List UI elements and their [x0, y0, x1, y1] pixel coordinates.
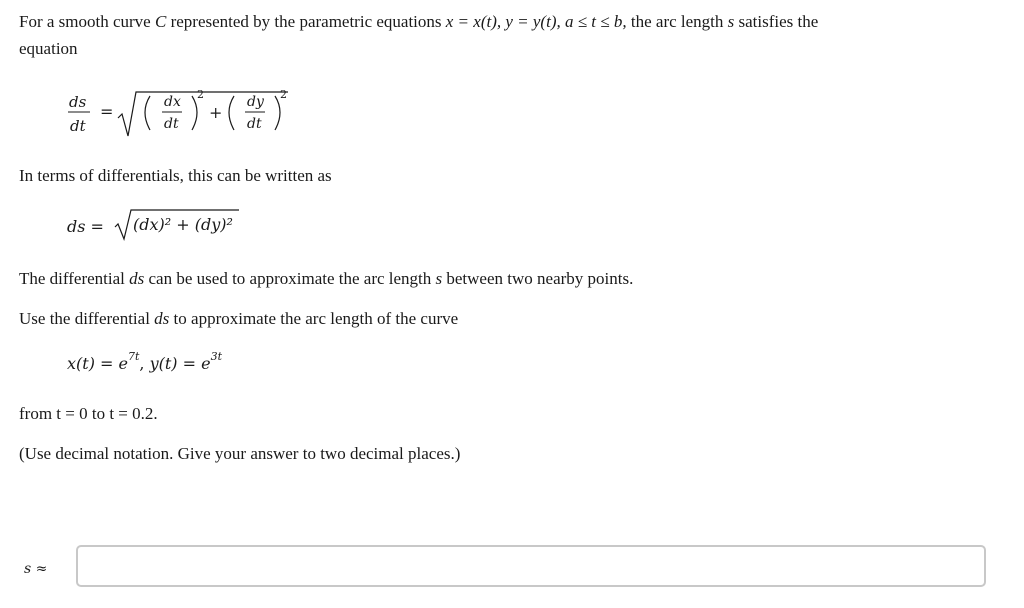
x-equation: x(t) = e	[67, 354, 128, 373]
intro-text-1: For a smooth curve	[19, 12, 155, 31]
curve-symbol: C	[154, 12, 167, 31]
dx-denominator: dt	[164, 116, 179, 132]
eq2-radicand: (dx)² + (dy)²	[133, 215, 233, 234]
use-text-2: to approximate the arc length of the curve	[169, 309, 459, 328]
lhs-numerator: ds	[69, 93, 87, 111]
right-paren-1	[192, 96, 197, 130]
left-paren-2	[229, 96, 234, 130]
intro-paragraph	[19, 8, 999, 62]
curve-equations	[67, 350, 222, 373]
approx-text-1: The differential	[19, 269, 130, 288]
approximation-paragraph	[19, 265, 633, 292]
use-text-1: Use the differential	[19, 309, 155, 328]
parametric-equations: x = x(t), y = y(t), a ≤ t ≤ b,	[445, 12, 627, 31]
intro-text-4: satisfies the	[734, 12, 819, 31]
x-exponent: 7t	[127, 350, 140, 363]
y-exponent: 3t	[210, 350, 222, 363]
ds-symbol: ds	[129, 269, 145, 288]
approx-text-2: can be used to approximate the arc length	[144, 269, 436, 288]
answer-label: s ≈	[24, 561, 48, 577]
y-equation: y(t) = e	[149, 354, 211, 373]
range-paragraph: from t = 0 to t = 0.2.	[19, 404, 158, 423]
instructions-paragraph: (Use decimal notation. Give your answer to two decimal places.)	[19, 444, 461, 463]
curve-separator: ,	[139, 354, 150, 373]
use-differential-paragraph	[19, 305, 458, 332]
plus-sign: +	[209, 103, 223, 122]
exponent-2: 2	[280, 88, 287, 101]
dx-numerator: dx	[164, 94, 181, 110]
equals-sign: =	[100, 102, 114, 121]
intro-text-3: the arc length	[626, 12, 728, 31]
approx-text-3: between two nearby points.	[442, 269, 634, 288]
s-symbol: s	[435, 269, 443, 288]
intro-text-5: equation	[19, 39, 78, 58]
intro-text-2: represented by the parametric equations	[166, 12, 446, 31]
exponent-1: 2	[197, 88, 204, 101]
ds-symbol-2: ds	[154, 309, 170, 328]
dy-denominator: dt	[247, 116, 262, 132]
right-paren-2	[275, 96, 280, 130]
lhs-denominator: dt	[70, 117, 86, 135]
left-paren-1	[145, 96, 150, 130]
answer-input[interactable]	[76, 545, 986, 587]
differentials-paragraph: In terms of differentials, this can be written as	[19, 166, 332, 185]
differential-equation	[67, 207, 267, 241]
eq2-lhs: ds =	[67, 217, 104, 236]
dy-numerator: dy	[247, 94, 264, 110]
arc-length-symbol: s	[727, 12, 735, 31]
